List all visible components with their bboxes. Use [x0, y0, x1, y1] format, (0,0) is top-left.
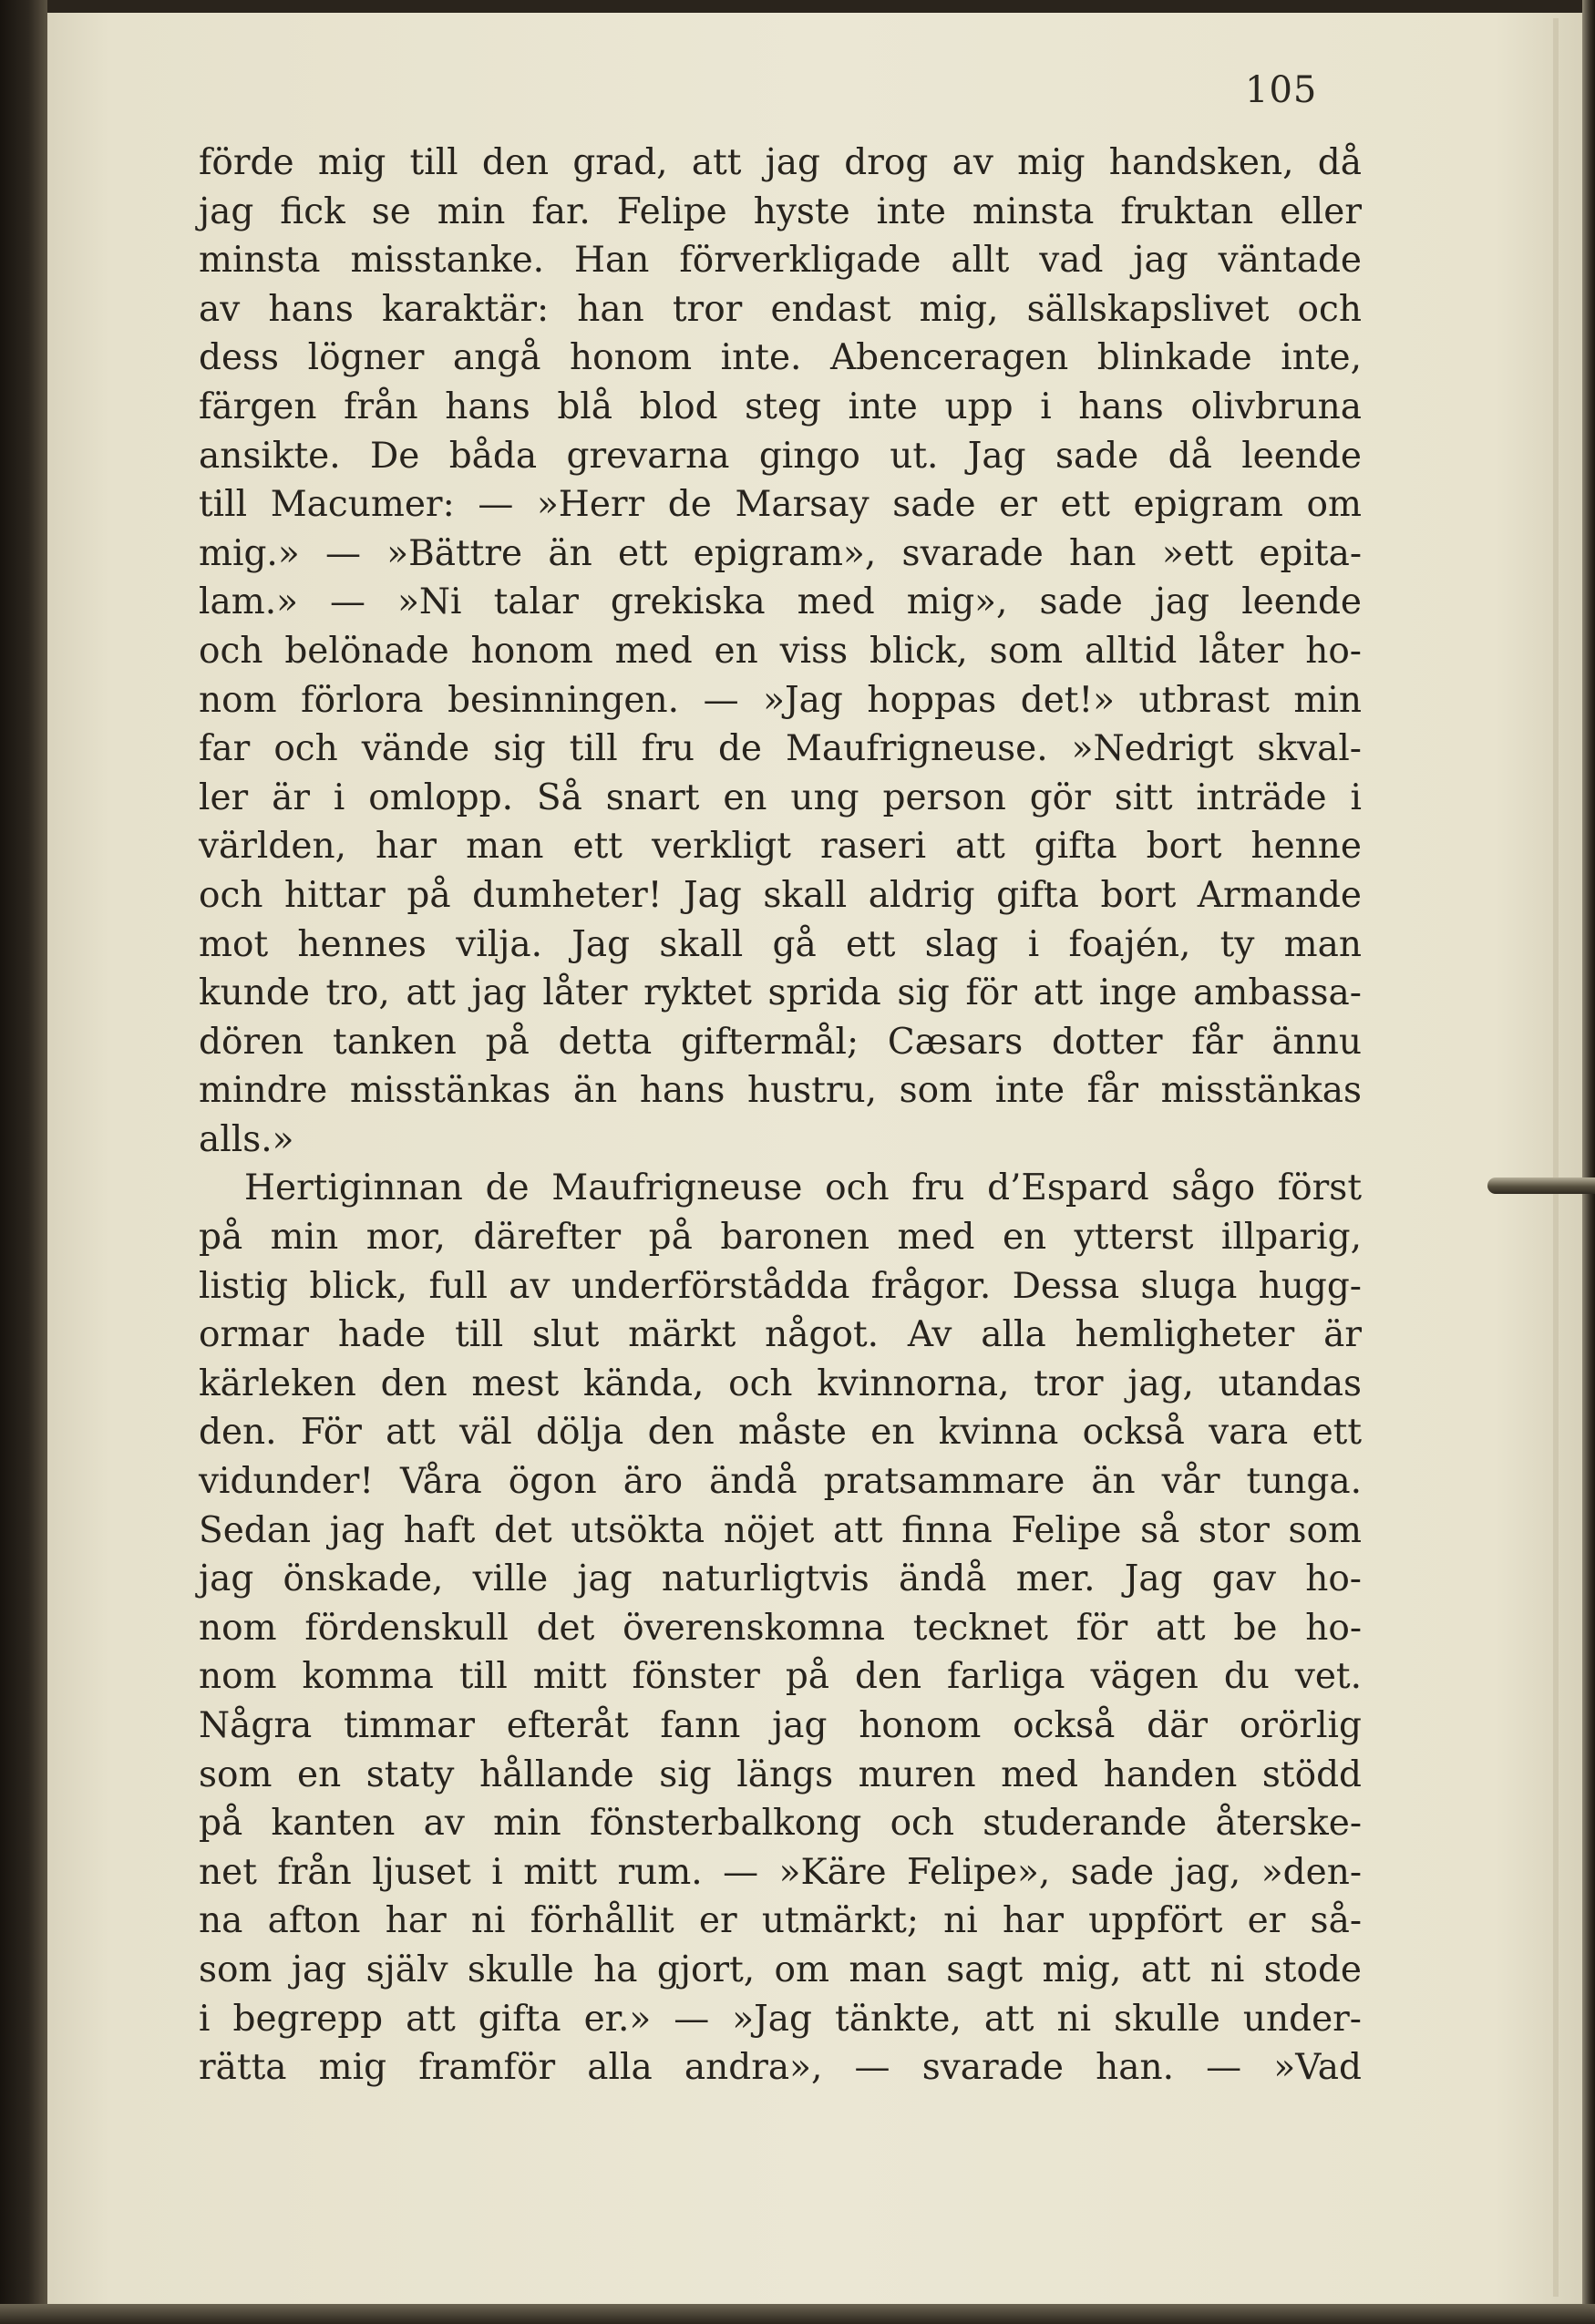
text-line: Några timmar efteråt fann jag honom också där orörlig [199, 1705, 1362, 1746]
page-number: 105 [1245, 69, 1318, 111]
text-line: världen, har man ett verkligt raseri att gifta bort henne [199, 826, 1362, 868]
text-line: jag fick se min far. Felipe hyste inte minsta fruktan eller [199, 190, 1362, 232]
paragraph-first-line: Hertiginnan de Maufrigneuse och fru d’Espard sågo först [244, 1167, 1362, 1209]
page-edge [1582, 0, 1595, 2324]
text-line: förde mig till den grad, att jag drog av mig handsken, då [199, 142, 1362, 183]
text-line: minsta misstanke. Han förverkligade allt vad jag väntade [199, 240, 1362, 282]
text-line: färgen från hans blå blod steg inte upp i hans olivbruna [199, 386, 1362, 427]
text-line: dess lögner angå honom inte. Abenceragen blinkade inte, [199, 337, 1362, 379]
text-line: vidunder! Våra ögon äro ändå pratsammare än vår tunga. [199, 1461, 1362, 1503]
text-line: ansikte. De båda grevarna gingo ut. Jag sade då leende [199, 435, 1362, 477]
text-line: till Macumer: — »Herr de Marsay sade er ett epigram om [199, 484, 1362, 526]
text-line: rätta mig framför alla andra», — svarade han. — »Vad [199, 2047, 1362, 2089]
text-line: ler är i omlopp. Så snart en ung person gör sitt inträde i [199, 776, 1362, 818]
text-line: lam.» — »Ni talar grekiska med mig», sade jag leende [199, 581, 1362, 623]
text-line: mot hennes vilja. Jag skall gå ett slag i foajén, ty man [199, 923, 1362, 965]
body-text [199, 139, 1362, 2093]
text-line: kunde tro, att jag låter ryktet sprida sig för att inge ambassa- [199, 972, 1362, 1014]
text-line: mig.» — »Bättre än ett epigram», svarade han »ett epita- [199, 532, 1362, 574]
text-line: nom komma till mitt fönster på den farliga vägen du vet. [199, 1656, 1362, 1698]
text-line: och belönade honom med en viss blick, som alltid låter ho- [199, 630, 1362, 672]
text-line: som en staty hållande sig längs muren med handen stödd [199, 1753, 1362, 1795]
text-line: nom fördenskull det överenskomna tecknet för att be ho- [199, 1607, 1362, 1649]
text-line: som jag själv skulle ha gjort, om man sagt mig, att ni stode [199, 1949, 1362, 1990]
text-line: den. För att väl dölja den måste en kvinna också vara ett [199, 1412, 1362, 1454]
text-line: på min mor, därefter på baronen med en ytterst illparig, [199, 1217, 1362, 1259]
text-line: listig blick, full av underförstådda frågor. Dessa sluga hugg- [199, 1265, 1362, 1307]
page-edge-inner [1553, 18, 1559, 2297]
text-line: ormar hade till slut märkt något. Av alla hemligheter är [199, 1314, 1362, 1356]
text-line: och hittar på dumheter! Jag skall aldrig gifta bort Armande [199, 874, 1362, 916]
paragraph-end-line: alls.» [199, 1118, 294, 1160]
bookmark-clip [1487, 1177, 1595, 1194]
page-bottom-edge [0, 2304, 1595, 2324]
text-line: net från ljuset i mitt rum. — »Käre Felipe», sade jag, »den- [199, 1851, 1362, 1893]
text-line: dören tanken på detta giftermål; Cæsars dotter får ännu [199, 1021, 1362, 1063]
text-line: nom förlora besinningen. — »Jag hoppas det!» utbrast min [199, 679, 1362, 721]
text-line: mindre misstänkas än hans hustru, som inte får misstänkas [199, 1070, 1362, 1112]
text-line: Sedan jag haft det utsökta nöjet att finna Felipe så stor som [199, 1509, 1362, 1551]
text-line: far och vände sig till fru de Maufrigneuse. »Nedrigt skval- [199, 728, 1362, 770]
text-line: i begrepp att gifta er.» — »Jag tänkte, att ni skulle under- [199, 1998, 1362, 2040]
text-line: kärleken den mest kända, och kvinnorna, tror jag, utandas [199, 1363, 1362, 1404]
text-line: på kanten av min fönsterbalkong och studerande återske- [199, 1803, 1362, 1845]
text-line: na afton har ni förhållit er utmärkt; ni har uppfört er så- [199, 1900, 1362, 1942]
text-line: jag önskade, ville jag naturligtvis ändå mer. Jag gav ho- [199, 1558, 1362, 1600]
book-spine [0, 0, 47, 2324]
text-line: av hans karaktär: han tror endast mig, sällskapslivet och [199, 288, 1362, 330]
